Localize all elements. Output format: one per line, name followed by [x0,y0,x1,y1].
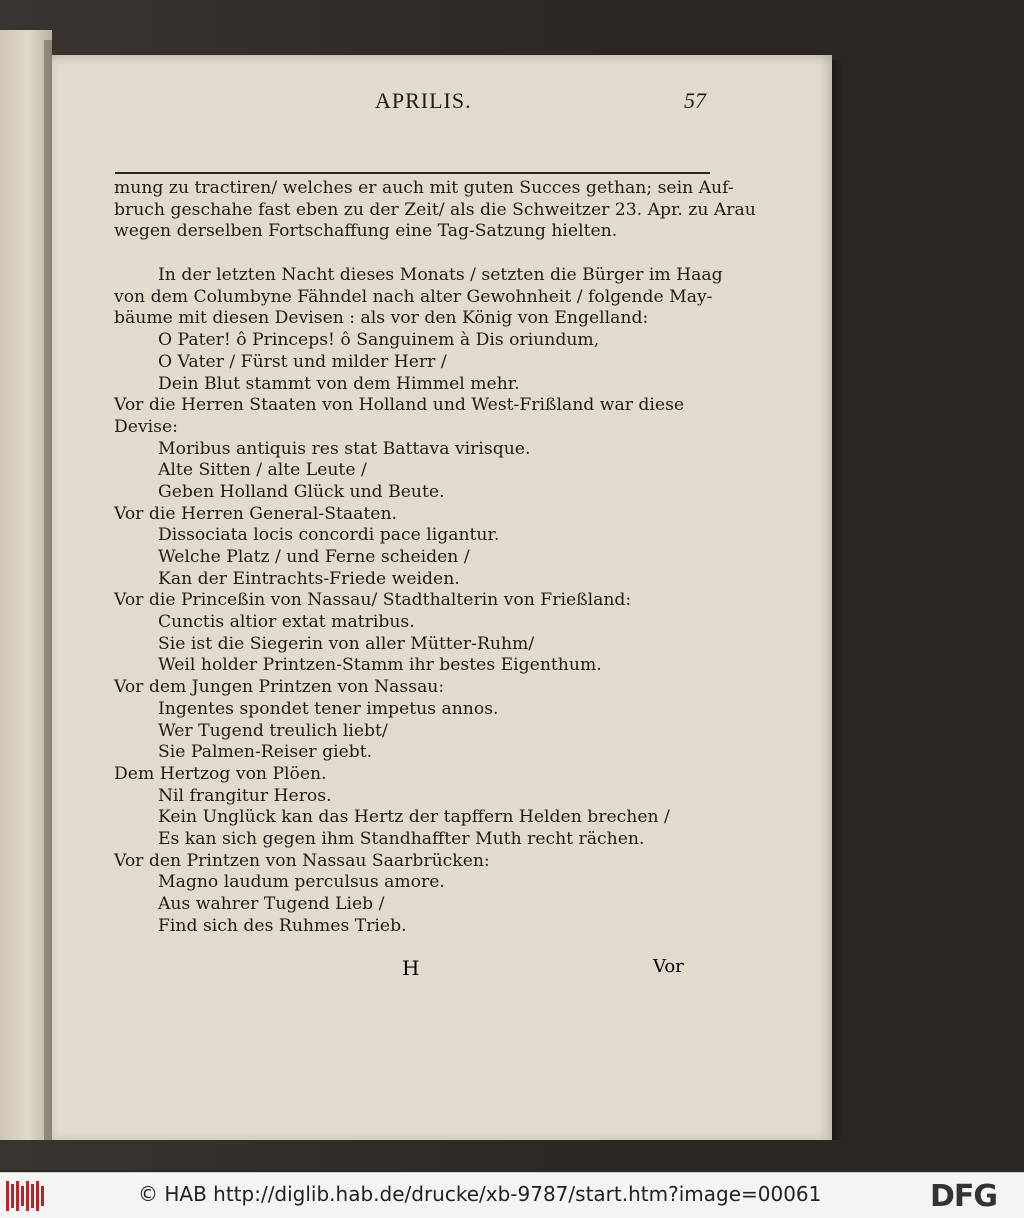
text-line: Wer Tugend treulich liebt/ [158,720,388,741]
text-line: Vor die Herren Staaten von Holland und West-Frißland war diese [114,395,685,416]
text-line: Weil holder Printzen-Stamm ihr bestes Eigenthum. [158,655,602,676]
text-line: O Pater! ô Princeps! ô Sanguinem à Dis oriundum, [158,330,600,351]
text-line: Sie ist die Siegerin von aller Mütter-Ruhm/ [158,633,535,654]
hab-logo-icon[interactable] [6,1181,46,1211]
text-line: Sie Palmen-Reiser giebt. [158,742,373,763]
text-line: O Vater / Fürst und milder Herr / [158,351,447,372]
text-line: Vor die Herren General-Staaten. [114,503,397,524]
text-line: Magno laudum perculsus amore. [158,872,445,893]
text-line: Welche Platz / und Ferne scheiden / [158,547,470,567]
gutter-shadow [44,40,52,1140]
text-line: bruch geschahe fast eben zu der Zeit/ als die Schweitzer 23. Apr. zu Arau [114,199,756,220]
text-line: Find sich des Ruhmes Trieb. [158,915,407,936]
text-line: Moribus antiquis res stat Battava virisque. [158,438,531,459]
text-line: Vor die Princeßin von Nassau/ Stadthalterin von Frießland: [114,590,632,611]
body-text [114,178,756,937]
signature-mark: H [402,956,420,980]
page-edge-shadow [832,60,842,1140]
text-line: von dem Columbyne Fähndel nach alter Gewohnheit / folgende May- [114,286,713,307]
catchword: Vor [653,956,684,977]
viewer-footer [0,1172,1024,1218]
running-head-title: APRILIS. [375,88,472,113]
text-line: Vor dem Jungen Printzen von Nassau: [114,677,445,698]
text-line: bäume mit diesen Devisen : als vor den König von Engelland: [114,308,649,329]
text-line: Dissociata locis concordi pace ligantur. [158,525,500,546]
text-line: Alte Sitten / alte Leute / [158,460,367,481]
text-line: Cunctis altior extat matribus. [158,612,415,633]
dfg-logo[interactable]: DFG [930,1179,998,1214]
text-line: wegen derselben Fortschaffung eine Tag-Satzung hielten. [114,221,618,242]
text-line: mung zu tractiren/ welches er auch mit guten Succes gethan; sein Auf- [114,178,734,198]
text-line: Nil frangitur Heros. [158,785,332,806]
text-line: Kan der Eintrachts-Friede weiden. [158,568,460,589]
text-line: Vor den Printzen von Nassau Saarbrücken: [114,850,490,871]
page-number: 57 [684,88,706,113]
text-line: Dem Hertzog von Plöen. [114,763,327,784]
text-line: Geben Holland Glück und Beute. [158,481,445,502]
running-head [0,88,1024,118]
header-rule [115,172,710,174]
text-line: Es kan sich gegen ihm Standhaffter Muth recht rächen. [158,828,645,849]
source-url-link[interactable]: © HAB http://diglib.hab.de/drucke/xb-9787/start.htm?image=00061 [138,1182,822,1206]
text-line: Aus wahrer Tugend Lieb / [158,894,385,914]
text-line: Kein Unglück kan das Hertz der tapffern Helden brechen / [158,807,670,828]
text-line: In der letzten Nacht dieses Monats / setzten die Bürger im Haag [158,265,723,286]
text-line: Devise: [114,416,178,437]
paragraph-gap [114,243,714,265]
text-line: Dein Blut stammt von dem Himmel mehr. [158,373,520,394]
text-line: Ingentes spondet tener impetus annos. [158,698,499,719]
